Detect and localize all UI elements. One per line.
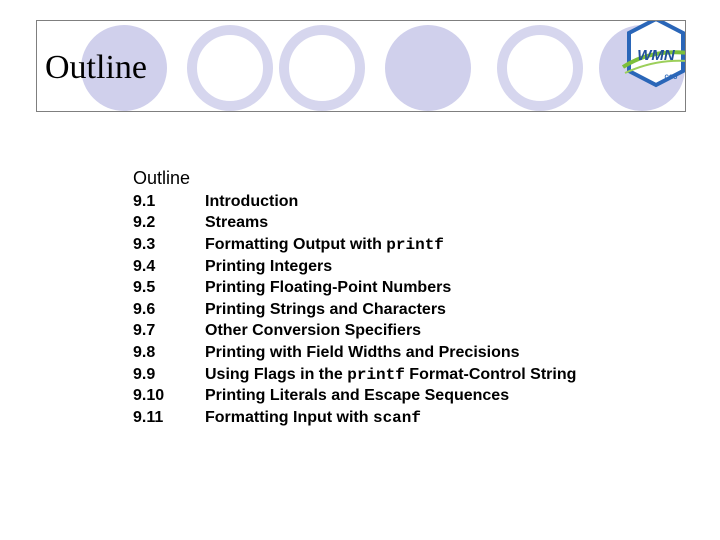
outline-item bbox=[133, 191, 576, 213]
outline-item bbox=[133, 277, 576, 299]
logo-subtext: CCU bbox=[664, 75, 678, 81]
title-text: Using Flags in the bbox=[205, 365, 348, 383]
title-text: Format-Control String bbox=[404, 365, 577, 383]
decorative-circle bbox=[497, 25, 583, 111]
title-text: Formatting Input with bbox=[205, 408, 373, 426]
title-text: Printing Literals and Escape Sequences bbox=[205, 387, 510, 405]
outline-item-title bbox=[205, 279, 451, 297]
outline-item bbox=[133, 342, 576, 364]
title-text: Printing Strings and Characters bbox=[205, 300, 446, 318]
slide-title: Outline bbox=[45, 49, 147, 86]
outline-item-title bbox=[205, 322, 421, 340]
outline-item bbox=[133, 407, 576, 429]
outline-item-number: 9.11 bbox=[133, 408, 164, 426]
decorative-circle bbox=[187, 25, 273, 111]
outline-item bbox=[133, 299, 576, 321]
title-text: Printing Floating-Point Numbers bbox=[205, 279, 452, 297]
logo-text: WMN bbox=[637, 47, 675, 64]
outline-item-title bbox=[205, 236, 444, 254]
title-text: Printing Integers bbox=[205, 257, 333, 275]
outline-item-number: 9.8 bbox=[133, 343, 156, 361]
outline-item-number: 9.9 bbox=[133, 365, 156, 383]
outline-item bbox=[133, 364, 576, 386]
title-text: Introduction bbox=[205, 192, 299, 210]
title-text: Streams bbox=[205, 214, 269, 232]
wmn-lab-logo-icon bbox=[621, 20, 686, 99]
outline-item-number: 9.10 bbox=[133, 387, 165, 405]
title-text: Printing with Field Widths and Precisions bbox=[205, 343, 520, 361]
header-banner bbox=[36, 20, 686, 112]
outline-item-number: 9.2 bbox=[133, 214, 156, 232]
title-text: Other Conversion Specifiers bbox=[205, 322, 422, 340]
title-text: Formatting Output with bbox=[205, 235, 387, 253]
outline-item-title bbox=[205, 301, 446, 319]
outline-item-number: 9.5 bbox=[133, 279, 156, 297]
outline-item bbox=[133, 234, 576, 256]
outline-item-number: 9.6 bbox=[133, 300, 156, 318]
outline-item-title bbox=[205, 193, 298, 211]
outline-item-title bbox=[205, 214, 268, 232]
code-keyword: printf bbox=[386, 235, 444, 254]
decorative-circle bbox=[385, 25, 471, 111]
outline-item-title bbox=[205, 409, 421, 427]
outline-item-number: 9.3 bbox=[133, 235, 156, 253]
section-heading: Outline bbox=[133, 168, 191, 188]
outline-item-number: 9.7 bbox=[133, 322, 156, 340]
decorative-circle bbox=[279, 25, 365, 111]
outline-item-number: 9.1 bbox=[133, 192, 156, 210]
outline-list bbox=[133, 191, 576, 429]
outline-item-number: 9.4 bbox=[133, 257, 156, 275]
outline-item-title bbox=[205, 366, 576, 384]
outline-item bbox=[133, 256, 576, 278]
outline-item-title bbox=[205, 387, 509, 405]
outline-item bbox=[133, 321, 576, 343]
outline-item-title bbox=[205, 258, 332, 276]
code-keyword: scanf bbox=[372, 408, 421, 427]
outline-item-title bbox=[205, 344, 520, 362]
code-keyword: printf bbox=[347, 365, 405, 384]
outline-item bbox=[133, 213, 576, 235]
outline-item bbox=[133, 385, 576, 407]
